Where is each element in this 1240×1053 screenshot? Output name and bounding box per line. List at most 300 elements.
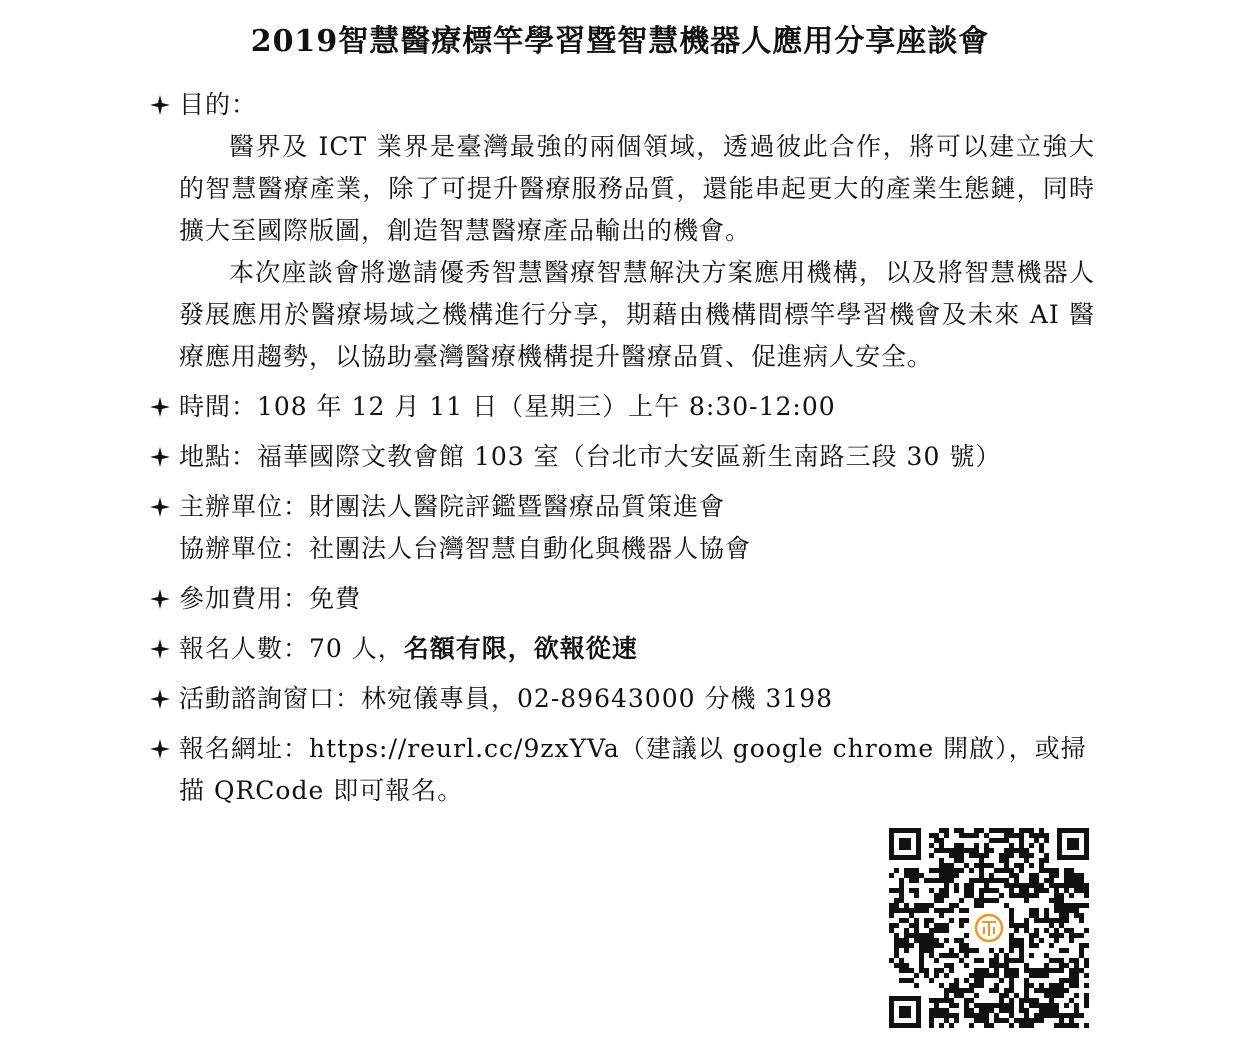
- qr-module: [1024, 963, 1029, 968]
- qr-module: [929, 843, 934, 848]
- qr-module: [1054, 968, 1059, 973]
- qr-module: [1034, 973, 1039, 978]
- qr-module: [994, 983, 999, 988]
- qr-module: [1044, 973, 1049, 978]
- qr-module: [984, 968, 989, 973]
- qr-module: [914, 973, 919, 978]
- qr-module: [924, 933, 929, 938]
- qr-module: [1024, 923, 1029, 928]
- qr-module: [989, 888, 994, 893]
- qr-module: [1019, 888, 1024, 893]
- qr-module: [1059, 993, 1064, 998]
- qr-module: [1039, 1008, 1044, 1013]
- qr-module: [979, 903, 984, 908]
- qr-module: [939, 908, 944, 913]
- bullet-star-icon: [150, 447, 170, 467]
- qr-module: [1024, 853, 1029, 858]
- qr-module: [889, 923, 894, 928]
- qr-module: [1074, 963, 1079, 968]
- qr-module: [1034, 878, 1039, 883]
- qr-module: [909, 868, 914, 873]
- qr-module: [989, 1023, 994, 1028]
- qr-module: [959, 993, 964, 998]
- qr-module: [1054, 1023, 1059, 1028]
- qr-module: [904, 963, 909, 968]
- qr-module: [924, 908, 929, 913]
- qr-module: [929, 953, 934, 958]
- qr-module: [1084, 888, 1089, 893]
- qr-module: [1039, 883, 1044, 888]
- qr-module: [969, 998, 974, 1003]
- qr-module: [959, 853, 964, 858]
- contact-text: 活動諮詢窗口：林宛儀專員，02-89643000 分機 3198: [179, 684, 834, 713]
- qr-module: [1044, 968, 1049, 973]
- qr-module: [1039, 918, 1044, 923]
- qr-module: [1034, 928, 1039, 933]
- qr-module: [989, 838, 994, 843]
- qr-module: [979, 973, 984, 978]
- qr-module: [1014, 973, 1019, 978]
- qr-module: [919, 908, 924, 913]
- qr-module: [954, 978, 959, 983]
- qr-module: [1054, 933, 1059, 938]
- qr-module: [954, 988, 959, 993]
- qr-module: [994, 968, 999, 973]
- qr-module: [1009, 888, 1014, 893]
- qr-module: [994, 838, 999, 843]
- registration-item: [150, 728, 1095, 812]
- qr-module: [989, 963, 994, 968]
- qr-module: [989, 898, 994, 903]
- qr-module: [894, 933, 899, 938]
- qr-module: [949, 1013, 954, 1018]
- qr-module: [1029, 953, 1034, 958]
- qr-module: [954, 1003, 959, 1008]
- qr-module: [1044, 853, 1049, 858]
- qr-module: [1069, 928, 1074, 933]
- qr-module: [984, 1018, 989, 1023]
- qr-module: [944, 938, 949, 943]
- bullet-star-icon: [150, 689, 170, 709]
- qr-module: [979, 888, 984, 893]
- qr-module: [954, 873, 959, 878]
- qr-module: [1044, 993, 1049, 998]
- qr-module: [1024, 1018, 1029, 1023]
- qr-module: [1054, 1013, 1059, 1018]
- qr-module: [909, 978, 914, 983]
- qr-module: [1054, 868, 1059, 873]
- qr-module: [1074, 1023, 1079, 1028]
- qr-module: [1029, 908, 1034, 913]
- qr-module: [1004, 903, 1009, 908]
- qr-module: [984, 833, 989, 838]
- qr-module: [1019, 828, 1024, 833]
- qr-module: [1004, 838, 1009, 843]
- qr-module: [1024, 993, 1029, 998]
- qr-module: [1069, 873, 1074, 878]
- qr-finder-top-right-core: [1067, 838, 1079, 850]
- qr-module: [924, 943, 929, 948]
- qr-module: [1004, 833, 1009, 838]
- qr-module: [1049, 943, 1054, 948]
- qr-module: [919, 933, 924, 938]
- qr-module: [989, 848, 994, 853]
- qr-module: [914, 893, 919, 898]
- qr-module: [899, 883, 904, 888]
- qr-module: [1034, 988, 1039, 993]
- qr-module: [1019, 843, 1024, 848]
- qr-module: [929, 853, 934, 858]
- qr-module: [1039, 833, 1044, 838]
- qr-module: [1069, 978, 1074, 983]
- qr-module: [1069, 933, 1074, 938]
- qr-module: [964, 943, 969, 948]
- qr-module: [1009, 978, 1014, 983]
- qr-module: [1009, 933, 1014, 938]
- qr-module: [1009, 998, 1014, 1003]
- qr-module: [1059, 908, 1064, 913]
- qr-module: [1049, 998, 1054, 1003]
- qr-module: [1079, 883, 1084, 888]
- qr-module: [994, 868, 999, 873]
- qr-module: [924, 948, 929, 953]
- qr-module: [989, 863, 994, 868]
- purpose-label: 目的：: [179, 90, 258, 119]
- qr-module: [1079, 948, 1084, 953]
- qr-module: [964, 1003, 969, 1008]
- qr-module: [1074, 873, 1079, 878]
- qr-module: [1049, 918, 1054, 923]
- qr-module: [944, 878, 949, 883]
- qr-module: [919, 963, 924, 968]
- qr-module: [924, 938, 929, 943]
- qr-module: [1059, 963, 1064, 968]
- qr-module: [994, 888, 999, 893]
- qr-module: [954, 858, 959, 863]
- qr-module: [944, 883, 949, 888]
- qr-module: [964, 918, 969, 923]
- qr-module: [1049, 968, 1054, 973]
- qr-module: [939, 878, 944, 883]
- qr-module: [1014, 968, 1019, 973]
- qr-module: [984, 878, 989, 883]
- qr-module: [1074, 983, 1079, 988]
- qr-module: [1024, 918, 1029, 923]
- qr-module: [914, 888, 919, 893]
- bullet-star-icon: [150, 739, 170, 759]
- qr-module: [969, 878, 974, 883]
- qr-module: [1044, 913, 1049, 918]
- qr-module: [1049, 993, 1054, 998]
- qr-module: [934, 973, 939, 978]
- qr-module: [1054, 983, 1059, 988]
- qr-module: [964, 988, 969, 993]
- qr-module: [1079, 1013, 1084, 1018]
- qr-module: [944, 963, 949, 968]
- qr-module: [964, 833, 969, 838]
- qr-module: [914, 933, 919, 938]
- qr-module: [994, 988, 999, 993]
- qr-module: [949, 968, 954, 973]
- purpose-paragraph-1: 醫界及 ICT 業界是臺灣最強的兩個領域，透過彼此合作，將可以建立強大的智慧醫療產業，除了可提升醫療服務品質，還能串起更大的產業生態鏈，同時擴大至國際版圖，創造智慧醫療產品輸出的機會。: [179, 132, 1095, 245]
- qr-module: [954, 993, 959, 998]
- qr-module: [994, 828, 999, 833]
- qr-module: [1019, 893, 1024, 898]
- qr-module: [929, 998, 934, 1003]
- qr-module: [1034, 833, 1039, 838]
- event-details: [150, 84, 1095, 820]
- qr-code-icon[interactable]: [889, 828, 1089, 1028]
- qr-module: [934, 998, 939, 1003]
- qr-module: [1074, 883, 1079, 888]
- qr-module: [974, 853, 979, 858]
- qr-module: [1014, 883, 1019, 888]
- qr-module: [1069, 883, 1074, 888]
- qr-module: [1004, 883, 1009, 888]
- qr-module: [1049, 868, 1054, 873]
- qr-module: [1029, 933, 1034, 938]
- qr-module: [894, 963, 899, 968]
- qr-module: [1074, 968, 1079, 973]
- qr-module: [1084, 893, 1089, 898]
- qr-module: [1084, 1023, 1089, 1028]
- qr-module: [1059, 958, 1064, 963]
- qr-module: [979, 858, 984, 863]
- qr-module: [914, 918, 919, 923]
- qr-module: [1029, 1018, 1034, 1023]
- qr-module: [909, 933, 914, 938]
- qr-module: [989, 1003, 994, 1008]
- qr-module: [934, 938, 939, 943]
- qr-module: [979, 983, 984, 988]
- qr-module: [1034, 933, 1039, 938]
- qr-module: [1029, 863, 1034, 868]
- qr-module: [944, 973, 949, 978]
- qr-module: [1029, 873, 1034, 878]
- qr-module: [904, 908, 909, 913]
- qr-module: [1084, 883, 1089, 888]
- qr-module: [904, 978, 909, 983]
- qr-module: [1014, 943, 1019, 948]
- qr-finder-top-left-core: [899, 838, 911, 850]
- qr-module: [964, 953, 969, 958]
- purpose-section: [150, 84, 1095, 378]
- qr-module: [964, 893, 969, 898]
- qr-module: [1059, 1018, 1064, 1023]
- qr-module: [959, 958, 964, 963]
- qr-module: [1069, 893, 1074, 898]
- qr-module: [979, 863, 984, 868]
- qr-module: [899, 968, 904, 973]
- qr-module: [1004, 1008, 1009, 1013]
- qr-module: [1029, 983, 1034, 988]
- quota-emphasis: 名額有限，欲報從速: [403, 634, 638, 663]
- qr-module: [944, 1008, 949, 1013]
- qr-module: [1044, 833, 1049, 838]
- qr-module: [909, 908, 914, 913]
- qr-module: [949, 983, 954, 988]
- qr-module: [1084, 963, 1089, 968]
- qr-module: [1059, 988, 1064, 993]
- qr-module: [1039, 973, 1044, 978]
- qr-module: [919, 938, 924, 943]
- qr-module: [939, 923, 944, 928]
- qr-module: [914, 928, 919, 933]
- qr-module: [914, 983, 919, 988]
- qr-module: [1034, 873, 1039, 878]
- qr-module: [1024, 998, 1029, 1003]
- qr-module: [1069, 968, 1074, 973]
- quota-line: [179, 628, 1095, 670]
- qr-module: [1019, 838, 1024, 843]
- qr-module: [929, 938, 934, 943]
- qr-module: [1009, 943, 1014, 948]
- qr-module: [1019, 948, 1024, 953]
- qr-module: [1059, 913, 1064, 918]
- qr-module: [1019, 848, 1024, 853]
- qr-module: [1054, 888, 1059, 893]
- qr-module: [944, 993, 949, 998]
- qr-module: [974, 968, 979, 973]
- qr-module: [999, 963, 1004, 968]
- qr-module: [979, 978, 984, 983]
- qr-module: [969, 983, 974, 988]
- qr-module: [909, 888, 914, 893]
- qr-module: [1029, 883, 1034, 888]
- qr-module: [959, 948, 964, 953]
- qr-module: [944, 928, 949, 933]
- qr-module: [919, 873, 924, 878]
- qr-module: [979, 898, 984, 903]
- qr-module: [974, 993, 979, 998]
- qr-module: [1029, 828, 1034, 833]
- qr-module: [939, 848, 944, 853]
- qr-module: [1064, 913, 1069, 918]
- qr-module: [1034, 1018, 1039, 1023]
- qr-module: [994, 1013, 999, 1018]
- qr-module: [969, 888, 974, 893]
- qr-module: [1039, 1003, 1044, 1008]
- qr-module: [1049, 988, 1054, 993]
- qr-module: [894, 948, 899, 953]
- qr-module: [1024, 968, 1029, 973]
- qr-module: [984, 898, 989, 903]
- qr-module: [1059, 983, 1064, 988]
- qr-module: [1084, 983, 1089, 988]
- qr-module: [944, 828, 949, 833]
- qr-module: [1079, 953, 1084, 958]
- qr-module: [1044, 1003, 1049, 1008]
- qr-module: [914, 908, 919, 913]
- qr-module: [899, 893, 904, 898]
- qr-module: [999, 998, 1004, 1003]
- qr-module: [939, 868, 944, 873]
- qr-module: [894, 888, 899, 893]
- qr-module: [1009, 883, 1014, 888]
- qr-module: [1039, 868, 1044, 873]
- qr-module: [964, 963, 969, 968]
- qr-module: [929, 878, 934, 883]
- qr-module: [1069, 878, 1074, 883]
- qr-finder-bottom-left-core: [899, 1006, 911, 1018]
- qr-module: [974, 878, 979, 883]
- qr-module: [999, 838, 1004, 843]
- qr-module: [939, 943, 944, 948]
- qr-module: [1039, 968, 1044, 973]
- qr-module: [899, 918, 904, 923]
- qr-module: [954, 868, 959, 873]
- qr-module: [1069, 1023, 1074, 1028]
- qr-module: [894, 868, 899, 873]
- qr-module: [1024, 883, 1029, 888]
- qr-module: [974, 983, 979, 988]
- qr-module: [1039, 983, 1044, 988]
- qr-module: [1019, 998, 1024, 1003]
- qr-module: [929, 1023, 934, 1028]
- qr-module: [899, 978, 904, 983]
- qr-module: [954, 938, 959, 943]
- qr-module: [944, 863, 949, 868]
- qr-module: [904, 928, 909, 933]
- qr-module: [1049, 1008, 1054, 1013]
- qr-module: [1029, 853, 1034, 858]
- qr-module: [959, 868, 964, 873]
- qr-module: [939, 843, 944, 848]
- qr-module: [949, 848, 954, 853]
- qr-module: [889, 958, 894, 963]
- qr-module: [1059, 893, 1064, 898]
- qr-module: [894, 908, 899, 913]
- location-text: 地點：福華國際文教會館 103 室（台北市大安區新生南路三段 30 號）: [179, 442, 1002, 471]
- qr-module: [1084, 928, 1089, 933]
- qr-module: [1014, 873, 1019, 878]
- qr-module: [909, 968, 914, 973]
- qr-module: [1024, 1013, 1029, 1018]
- qr-module: [934, 848, 939, 853]
- qr-module: [1074, 973, 1079, 978]
- qr-module: [949, 1003, 954, 1008]
- qr-module: [1019, 853, 1024, 858]
- qr-module: [964, 998, 969, 1003]
- qr-module: [929, 868, 934, 873]
- qr-module: [1014, 938, 1019, 943]
- qr-module: [1044, 953, 1049, 958]
- qr-module: [984, 888, 989, 893]
- qr-module: [979, 828, 984, 833]
- qr-module: [1039, 828, 1044, 833]
- qr-module: [914, 873, 919, 878]
- qr-module: [1029, 938, 1034, 943]
- qr-module: [944, 888, 949, 893]
- qr-module: [1009, 913, 1014, 918]
- qr-module: [1029, 973, 1034, 978]
- qr-module: [1074, 908, 1079, 913]
- qr-module: [1044, 838, 1049, 843]
- qr-module: [1074, 993, 1079, 998]
- qr-module: [1004, 1018, 1009, 1023]
- qr-module: [894, 943, 899, 948]
- qr-module: [1069, 983, 1074, 988]
- qr-module: [1059, 968, 1064, 973]
- qr-module: [969, 893, 974, 898]
- qr-module: [969, 853, 974, 858]
- fee-text: 參加費用：免費: [179, 584, 362, 613]
- qr-module: [939, 998, 944, 1003]
- qr-module: [889, 908, 894, 913]
- qr-module: [1054, 993, 1059, 998]
- qr-module: [999, 978, 1004, 983]
- qr-module: [969, 973, 974, 978]
